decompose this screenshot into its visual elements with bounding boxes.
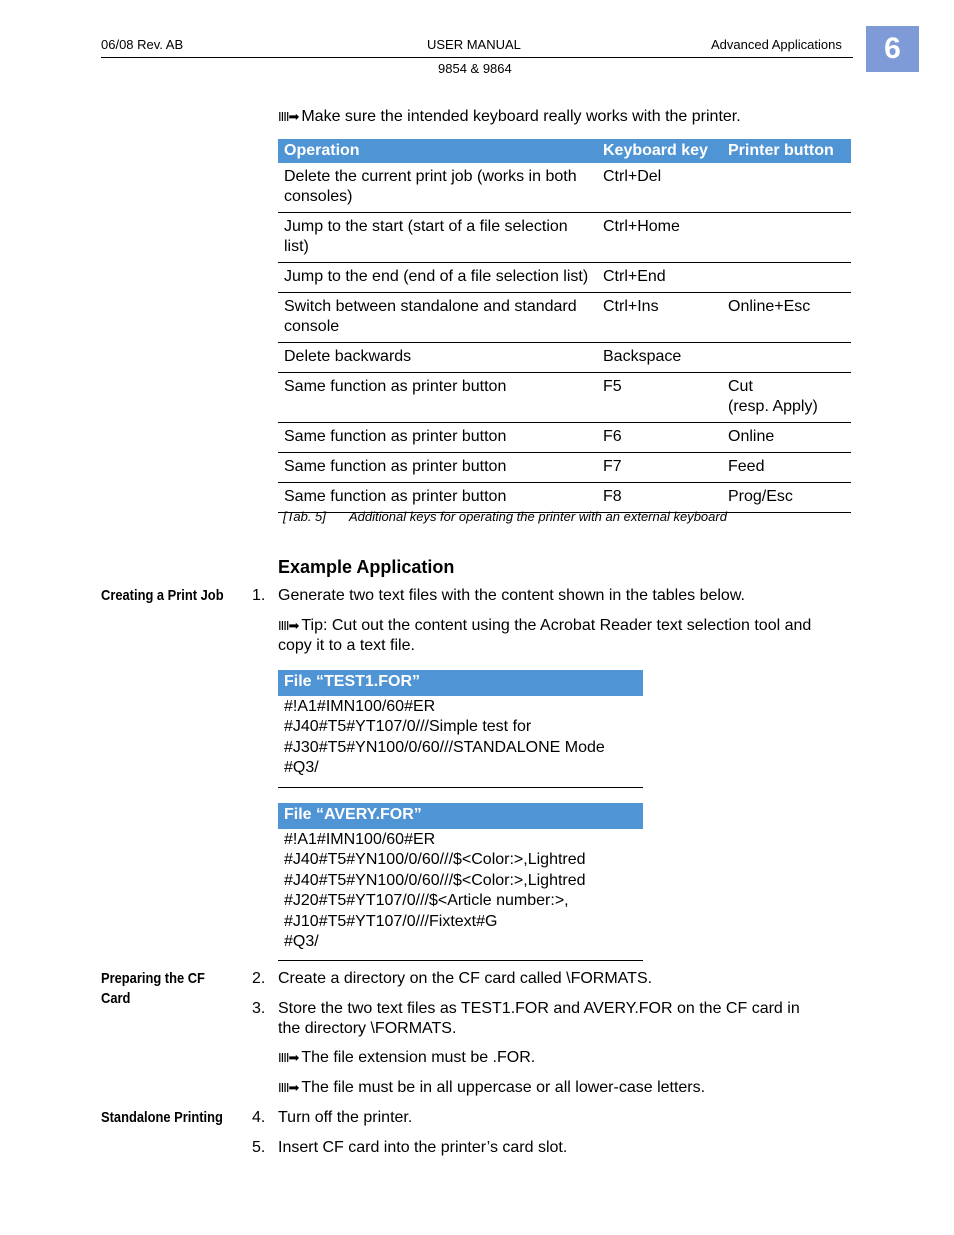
cell-key: Ctrl+Del [597, 163, 722, 213]
table-row [278, 453, 851, 483]
column-header-printer-button: Printer button [722, 139, 851, 163]
header-section: Advanced Applications [711, 37, 842, 52]
arrow-right-icon: IIII➡ [278, 1080, 299, 1095]
step-1-number: 1. [252, 587, 266, 604]
tip-line-2: copy it to a text file. [278, 637, 415, 654]
step-4-number: 4. [252, 1109, 266, 1126]
table-row [278, 423, 851, 453]
step-3-text [278, 999, 800, 1039]
cell-key: Ctrl+Ins [597, 293, 722, 343]
chapter-number-box: 6 [866, 26, 919, 72]
header-revision: 06/08 Rev. AB [101, 37, 184, 52]
cell-operation: Delete the current print job (works in both consoles) [278, 163, 597, 213]
arrow-right-icon: IIII➡ [278, 618, 299, 633]
step-5-text: Insert CF card into the printer’s card slot. [278, 1139, 568, 1156]
cell-key: F5 [597, 373, 722, 423]
table-row [278, 263, 851, 293]
tip-line-1: Tip: Cut out the content using the Acrobat Reader text selection tool and [301, 617, 812, 634]
side-label-preparing-line2: Card [101, 990, 131, 1007]
cell-button: Prog/Esc [722, 483, 851, 513]
cell-operation: Same function as printer button [278, 483, 597, 513]
file-test1-content [278, 696, 643, 788]
note-case-text: The file must be in all uppercase or all lower-case letters. [301, 1079, 706, 1096]
table-row [278, 213, 851, 263]
step-2-text: Create a directory on the CF card called \FORMATS. [278, 970, 653, 987]
cell-key: Ctrl+Home [597, 213, 722, 263]
side-label-preparing-line1: Preparing the CF [101, 970, 205, 987]
note-case [278, 1078, 705, 1098]
code-line: #J10#T5#YT107/0///Fixtext#G [284, 912, 498, 930]
cell-key: F8 [597, 483, 722, 513]
table-row [278, 373, 851, 423]
cell-button: Online+Esc [722, 293, 851, 343]
arrow-right-icon: IIII➡ [278, 1050, 299, 1065]
code-line: #J40#T5#YT107/0///Simple test for [284, 718, 532, 736]
table-row [278, 343, 851, 373]
code-line: #Q3/ [284, 759, 319, 777]
code-line: #!A1#IMN100/60#ER [284, 698, 436, 715]
table-row [278, 293, 851, 343]
side-label-creating: Creating a Print Job [101, 587, 224, 604]
code-line: #J20#T5#YT107/0///$<Article number:>, [284, 892, 569, 910]
note-keyboard [278, 107, 741, 127]
code-line: #Q3/ [284, 933, 319, 951]
cell-key: F7 [597, 453, 722, 483]
table-header-row [278, 139, 851, 163]
cell-button: Cut (resp. Apply) [722, 373, 851, 423]
cell-button [722, 213, 851, 263]
step-3-number: 3. [252, 1000, 266, 1017]
cell-key: Backspace [597, 343, 722, 373]
table-row [278, 483, 851, 513]
table-caption-text: Additional keys for operating the printer with an external keyboard [349, 509, 727, 524]
code-line: #J40#T5#YN100/0/60///$<Color:>,Lightred [284, 851, 586, 869]
cell-operation: Jump to the end (end of a file selection list) [278, 263, 597, 293]
column-header-operation: Operation [278, 139, 597, 163]
cell-operation: Same function as printer button [278, 373, 597, 423]
step-1-text: Generate two text files with the content shown in the tables below. [278, 587, 745, 604]
cell-button: Feed [722, 453, 851, 483]
arrow-right-icon: IIII➡ [278, 109, 299, 124]
header-rule [101, 57, 853, 58]
cell-key: Ctrl+End [597, 263, 722, 293]
keyboard-operations-table [278, 139, 851, 513]
header-title: USER MANUAL [427, 37, 521, 52]
file-avery-title: File “AVERY.FOR” [278, 803, 643, 829]
cell-button: Online [722, 423, 851, 453]
cell-operation: Jump to the start (start of a file selection list) [278, 213, 597, 263]
table-row [278, 163, 851, 213]
cell-operation: Same function as printer button [278, 453, 597, 483]
file-avery-content [278, 829, 643, 961]
header-model: 9854 & 9864 [438, 61, 512, 76]
column-header-keyboard-key: Keyboard key [597, 139, 722, 163]
cell-key: F6 [597, 423, 722, 453]
cell-button [722, 163, 851, 213]
step-2-number: 2. [252, 970, 266, 987]
side-label-preparing [101, 969, 205, 1009]
step-3-line-2: the directory \FORMATS. [278, 1020, 457, 1037]
section-heading: Example Application [278, 557, 455, 577]
note-keyboard-text: Make sure the intended keyboard really works with the printer. [301, 108, 741, 125]
file-test1-title: File “TEST1.FOR” [278, 670, 643, 696]
cell-operation: Same function as printer button [278, 423, 597, 453]
tip-note [278, 616, 811, 656]
cell-operation: Switch between standalone and standard console [278, 293, 597, 343]
cell-operation: Delete backwards [278, 343, 597, 373]
note-extension-text: The file extension must be .FOR. [301, 1049, 536, 1066]
code-line: #!A1#IMN100/60#ER [284, 831, 436, 848]
cell-button [722, 263, 851, 293]
note-extension [278, 1048, 535, 1068]
file-test1-box [278, 670, 643, 788]
side-label-standalone: Standalone Printing [101, 1109, 223, 1126]
step-4-text: Turn off the printer. [278, 1109, 413, 1126]
cell-button [722, 343, 851, 373]
step-3-line-1: Store the two text files as TEST1.FOR and AVERY.FOR on the CF card in [278, 1000, 800, 1017]
step-5-number: 5. [252, 1139, 266, 1156]
code-line: #J40#T5#YN100/0/60///$<Color:>,Lightred [284, 871, 586, 889]
file-avery-box [278, 803, 643, 961]
code-line: #J30#T5#YN100/0/60///STANDALONE Mode [284, 738, 605, 756]
table-caption-label: [Tab. 5] [283, 509, 326, 524]
